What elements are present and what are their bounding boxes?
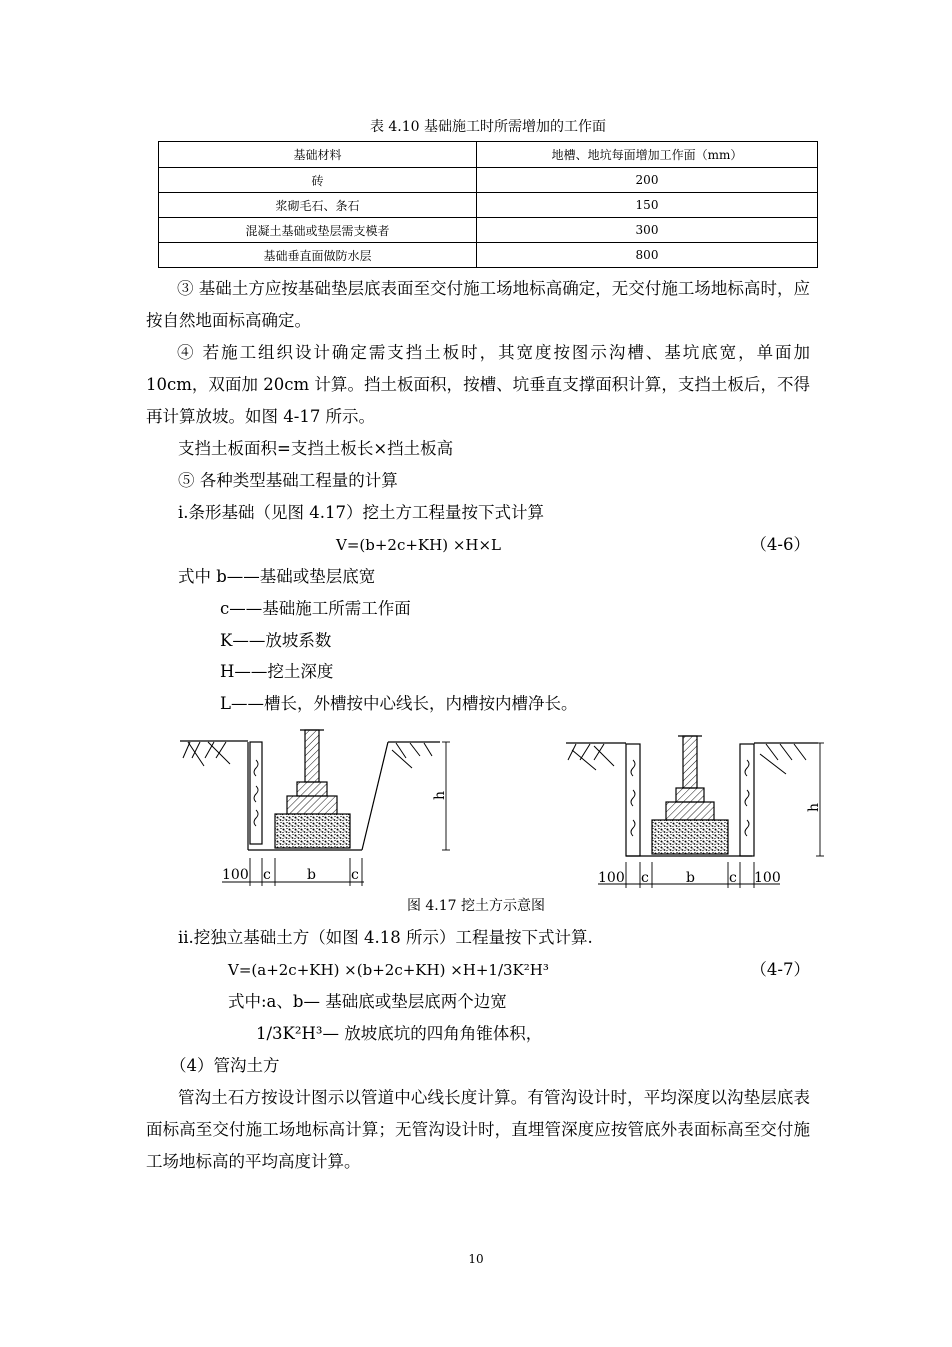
right-c2-label: c xyxy=(729,870,737,886)
right-width-100-label: 100 xyxy=(598,870,625,886)
table-caption: 表 4.10 基础施工时所需增加的工作面 xyxy=(369,119,607,135)
left-c1-label: c xyxy=(263,867,271,883)
equation-4-6: V=(b+2c+KH) ×H×L xyxy=(336,536,502,554)
right-h-label: h xyxy=(806,802,822,812)
table-cell: 基础垂直面做防水层 xyxy=(159,243,477,268)
definition-pyramid: 1/3K²H³— 放坡底坑的四角角锥体积， xyxy=(256,1024,543,1043)
table-header: 基础材料 xyxy=(159,142,477,168)
equation-4-7: V=(a+2c+KH) ×(b+2c+KH) ×H+1/3K²H³ xyxy=(228,961,549,979)
table-header: 地槽、地坑每面增加工作面（mm） xyxy=(477,142,818,168)
right-c1-label: c xyxy=(641,870,649,886)
right-width-100b-label: 100 xyxy=(754,870,781,886)
left-diagram xyxy=(180,730,450,886)
paragraph-4: ④ 若施工组织设计确定需支挡土板时，其宽度按图示沟槽、基坑底宽，单面加 10cm，双面加 20cm 计算。挡土板面积，按槽、坑垂直支撑面积计算，支挡土板后，不得再计算放坡。如图 4-17 所示。 xyxy=(146,343,810,426)
left-c2-label: c xyxy=(351,867,359,883)
table-cell: 150 xyxy=(477,193,818,218)
figure-caption: 图 4.17 挖土方示意图 xyxy=(406,898,546,914)
table-cell: 浆砌毛石、条石 xyxy=(159,193,477,218)
right-diagram xyxy=(566,736,824,888)
definition-c: c——基础施工所需工作面 xyxy=(220,599,411,618)
paragraph-3: ③ 基础土方应按基础垫层底表面至交付施工场地标高确定，无交付施工场地标高时，应按自然地面标高确定。 xyxy=(146,279,810,330)
paragraph-pipe: 管沟土石方按设计图示以管道中心线长度计算。有管沟设计时，平均深度以沟垫层底表面标高至交付施工场地标高计算；无管沟设计时，直埋管深度应按管底外表面标高至交付施工场地标高的平均高度计算。 xyxy=(146,1088,810,1171)
definition-l: L——槽长，外槽按中心线长，内槽按内槽净长。 xyxy=(220,694,578,713)
table-cell: 300 xyxy=(477,218,818,243)
table-cell: 800 xyxy=(477,243,818,268)
definition-b: 式中 b——基础或垫层底宽 xyxy=(178,567,376,586)
definition-ab: 式中:a、b— 基础底或垫层底两个边宽 xyxy=(228,992,507,1011)
equation-number-4-7: （4-7） xyxy=(750,960,810,979)
left-b-label: b xyxy=(307,867,316,883)
table-cell: 混凝土基础或垫层需支模者 xyxy=(159,218,477,243)
paragraph-area: 支挡土板面积=支挡土板长×挡土板高 xyxy=(178,439,454,458)
definition-k: K——放坡系数 xyxy=(220,631,332,650)
left-h-label: h xyxy=(432,790,448,800)
left-width-100-label: 100 xyxy=(222,867,249,883)
paragraph-i: ⅰ.条形基础（见图 4.17）挖土方工程量按下式计算 xyxy=(178,503,545,522)
right-b-label: b xyxy=(686,870,695,886)
table-cell: 200 xyxy=(477,168,818,193)
paragraph-5: ⑤ 各种类型基础工程量的计算 xyxy=(178,471,398,490)
definition-h: H——挖土深度 xyxy=(220,662,334,681)
equation-number-4-6: （4-6） xyxy=(750,535,810,554)
section-4-heading: （4）管沟土方 xyxy=(170,1056,280,1075)
page-number: 10 xyxy=(468,1252,484,1266)
table-cell: 砖 xyxy=(159,168,477,193)
paragraph-ii: ⅱ.挖独立基础土方（如图 4.18 所示）工程量按下式计算. xyxy=(178,928,593,947)
